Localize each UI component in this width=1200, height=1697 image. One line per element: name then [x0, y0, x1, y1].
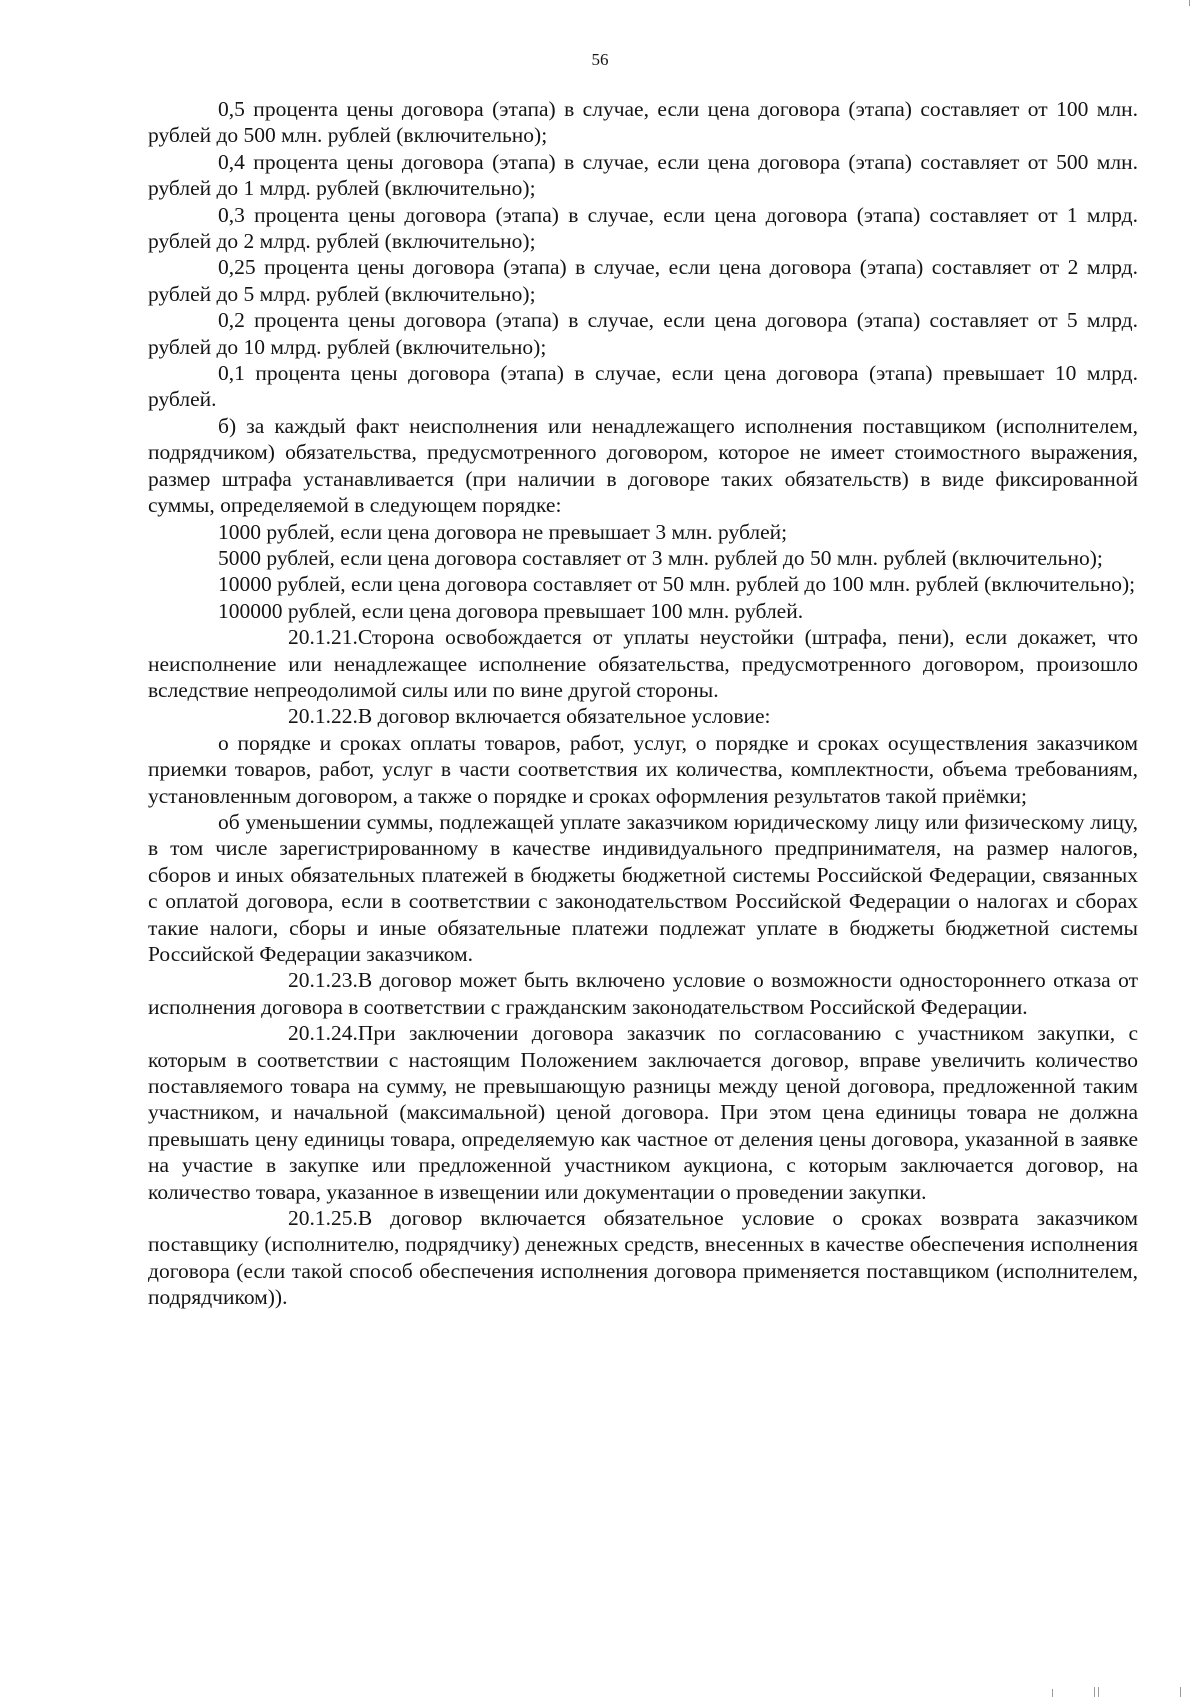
- clause-text: При заключении договора заказчик по согласованию с участником закупки, с которым в соответствии с настоящим Положением заключается договор, вправе увеличить количество поставляемого товара на сумму, не превышающую разницы между ценой договора, предложенной таким участником, и начальной (максимальной) ценой договора. При этом цена единицы товара не должна превышать цену единицы товара, определяемую как частное от деления цены договора, указанной в заявке на участие в закупке или предложенной участником аукциона, с которым заключается договор, на количество товара, указанное в извещении или документации о проведении закупки.: [148, 1021, 1138, 1204]
- paragraph-text: об уменьшении суммы, подлежащей уплате заказчиком юридическому лицу или физическому лицу, в том числе зарегистрированному в качестве индивидуального предпринимателя, на размер налогов, сборов и иных обязательных платежей в бюджеты бюджетной системы Российской Федерации, связанных с оплатой договора, если в соответствии с законодательством Российской Федерации о налогах и сборах такие налоги, сборы и иные обязательные платежи подлежат уплате в бюджеты бюджетной системы Российской Федерации заказчиком.: [148, 809, 1138, 966]
- clause-text: В договор включается обязательное условие о сроках возврата заказчиком поставщику (исполнителю, подрядчику) денежных средств, внесенных в качестве обеспечения исполнения договора (если такой способ обеспечения исполнения договора применяется поставщиком (исполнителем, подрядчиком)).: [148, 1206, 1138, 1310]
- paragraph-0-2-percent: [148, 307, 1138, 360]
- paragraph-0-1-percent: [148, 360, 1138, 413]
- page-number: 56: [591, 50, 609, 69]
- paragraph-text: 1000 рублей, если цена договора не превышает 3 млн. рублей;: [218, 519, 788, 544]
- scan-mark-bottom-right-1: [1052, 1689, 1053, 1697]
- clause-20-1-25: [148, 1205, 1138, 1311]
- clause-20-1-22: [148, 703, 1138, 729]
- document-body: [148, 96, 1138, 1311]
- paragraph-fine-100000: [148, 598, 1138, 624]
- clause-20-1-21: [148, 624, 1138, 703]
- paragraph-0-25-percent: [148, 254, 1138, 307]
- scan-mark-top-right: [1189, 0, 1190, 6]
- clause-number: 20.1.22.: [288, 704, 358, 729]
- paragraph-fine-1000: [148, 519, 1138, 545]
- paragraph-fine-10000: [148, 571, 1138, 597]
- clause-number: 20.1.21.: [288, 625, 358, 650]
- scan-mark-bottom-right-2: [1094, 1687, 1095, 1697]
- paragraph-payment-reduction: [148, 809, 1138, 967]
- clause-text: Сторона освобождается от уплаты неустойки (штрафа, пени), если докажет, что неисполнение или ненадлежащее исполнение обязательства, предусмотренного договором, произошло вследствие непреодолимой силы или по вине другой стороны.: [148, 625, 1138, 702]
- clause-number: 20.1.24.: [288, 1021, 358, 1046]
- clause-number: 20.1.23.: [288, 968, 358, 993]
- paragraph-0-4-percent: [148, 149, 1138, 202]
- paragraph-0-5-percent: [148, 96, 1138, 149]
- paragraph-text: 0,25 процента цены договора (этапа) в случае, если цена договора (этапа) составляет от 2 млрд. рублей до 5 млрд. рублей (включительно);: [148, 255, 1138, 306]
- clause-number: 20.1.25.: [288, 1206, 358, 1231]
- clause-text: В договор включается обязательное условие:: [357, 704, 771, 729]
- scan-mark-bottom-right-3: [1098, 1687, 1099, 1697]
- clause-text: В договор может быть включено условие о возможности одностороннего отказа от исполнения договора в соответствии с гражданским законодательством Российской Федерации.: [148, 968, 1138, 1019]
- paragraph-text: б) за каждый факт неисполнения или ненадлежащего исполнения поставщиком (исполнителем, подрядчиком) обязательства, предусмотренного договором, которое не имеет стоимостного выражения, размер штрафа устанавливается (при наличии в договоре таких обязательств) в виде фиксированной суммы, определяемой в следующем порядке:: [148, 413, 1138, 518]
- paragraph-text: 100000 рублей, если цена договора превышает 100 млн. рублей.: [218, 598, 804, 623]
- paragraph-0-3-percent: [148, 202, 1138, 255]
- paragraph-text: 5000 рублей, если цена договора составляет от 3 млн. рублей до 50 млн. рублей (включительно);: [218, 545, 1103, 570]
- paragraph-text: 0,2 процента цены договора (этапа) в случае, если цена договора (этапа) составляет от 5 млрд. рублей до 10 млрд. рублей (включительно);: [148, 308, 1138, 359]
- paragraph-text: 0,5 процента цены договора (этапа) в случае, если цена договора (этапа) составляет от 100 млн. рублей до 500 млн. рублей (включительно);: [148, 97, 1138, 148]
- paragraph-text: 10000 рублей, если цена договора составляет от 50 млн. рублей до 100 млн. рублей (включительно);: [218, 572, 1136, 597]
- paragraph-order-terms: [148, 730, 1138, 809]
- clause-20-1-24: [148, 1020, 1138, 1205]
- paragraph-item-b: [148, 413, 1138, 519]
- paragraph-text: о порядке и сроках оплаты товаров, работ, услуг, о порядке и сроках осуществления заказчиком приемки товаров, работ, услуг в части соответствия их количества, комплектности, объема требованиям, установленным договором, а также о порядке и сроках оформления результатов такой приёмки;: [148, 730, 1138, 808]
- paragraph-text: 0,1 процента цены договора (этапа) в случае, если цена договора (этапа) превышает 10 млрд. рублей.: [148, 361, 1138, 412]
- clause-20-1-23: [148, 967, 1138, 1020]
- paragraph-text: 0,4 процента цены договора (этапа) в случае, если цена договора (этапа) составляет от 500 млн. рублей до 1 млрд. рублей (включительно);: [148, 149, 1138, 201]
- scan-mark-bottom-right-4: [1180, 1687, 1181, 1697]
- paragraph-text: 0,3 процента цены договора (этапа) в случае, если цена договора (этапа) составляет от 1 млрд. рублей до 2 млрд. рублей (включительно);: [148, 202, 1138, 254]
- paragraph-fine-5000: [148, 545, 1138, 571]
